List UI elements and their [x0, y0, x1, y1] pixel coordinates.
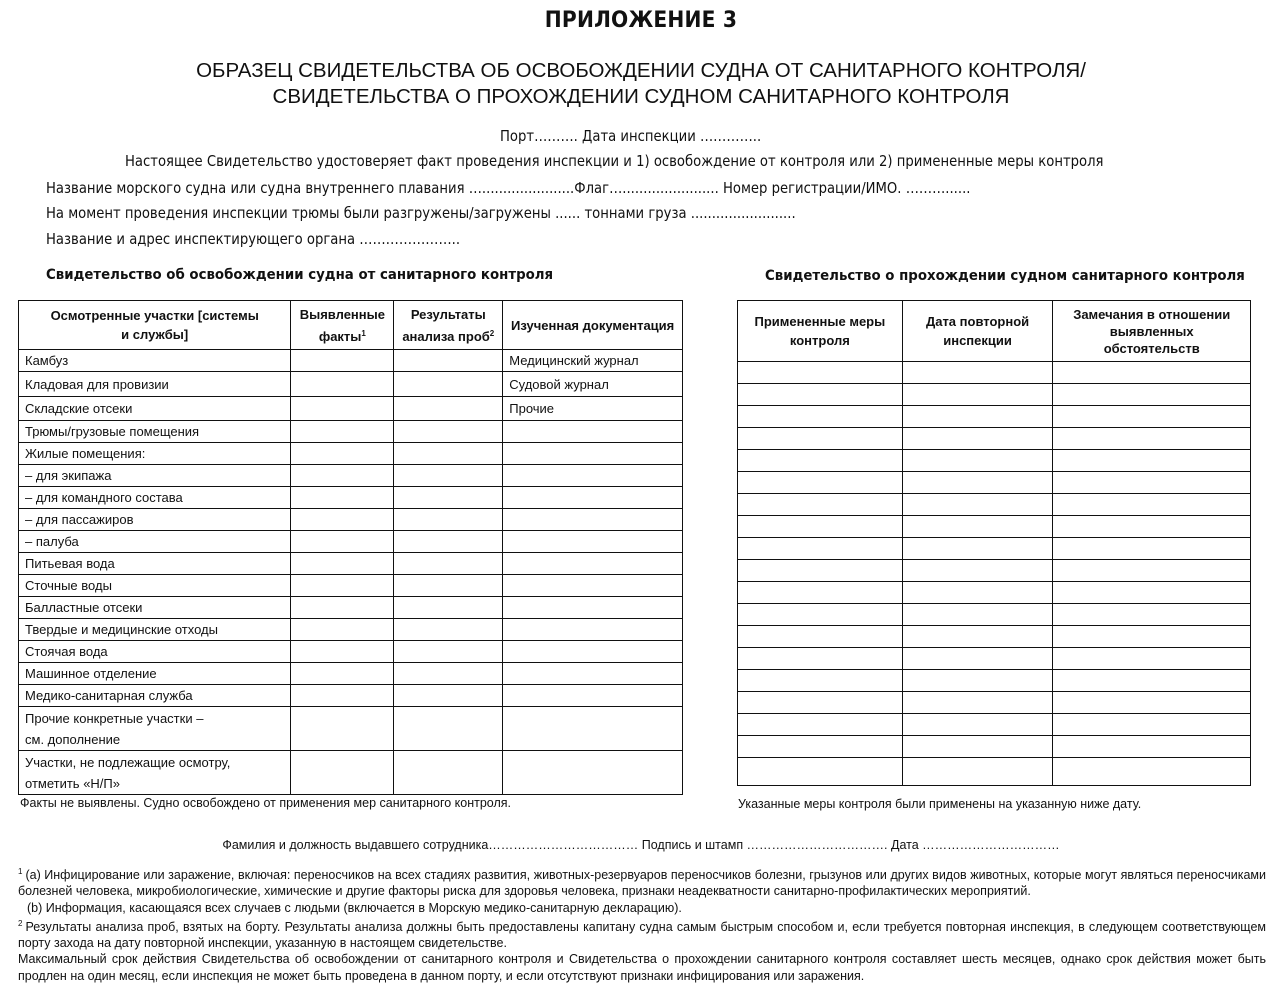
- documentation-cell: [503, 619, 683, 641]
- footnote-ref-2: 2: [489, 328, 495, 338]
- findings-cell[interactable]: [291, 465, 394, 487]
- reinspection-date-cell[interactable]: [902, 736, 1053, 758]
- control-measures-cell[interactable]: [738, 582, 903, 604]
- reinspection-date-cell[interactable]: [902, 406, 1053, 428]
- control-measures-cell[interactable]: [738, 384, 903, 406]
- remarks-cell[interactable]: [1053, 714, 1251, 736]
- inspected-area-cell: Стоячая вода: [19, 641, 291, 663]
- table-row: [738, 428, 1251, 450]
- remarks-cell[interactable]: [1053, 538, 1251, 560]
- inspected-area-cell: Кладовая для провизии: [19, 372, 291, 397]
- remarks-cell[interactable]: [1053, 516, 1251, 538]
- inspected-area-cell: Сточные воды: [19, 575, 291, 597]
- table-row: [19, 531, 683, 553]
- vessel-name-field: Название морского судна или судна внутреннего плавания …......................Флаг…....................... Номер регистрации/ИМО. ………......: [46, 179, 971, 197]
- control-measures-cell[interactable]: [738, 494, 903, 516]
- reinspection-date-cell[interactable]: [902, 714, 1053, 736]
- header-findings: Выявленные факты$^1$: [291, 301, 394, 350]
- findings-cell[interactable]: [291, 751, 394, 795]
- documentation-cell: [503, 597, 683, 619]
- inspected-area-cell: Прочие конкретные участки – см. дополнение: [19, 707, 291, 751]
- documentation-cell: [503, 509, 683, 531]
- table-row: [738, 450, 1251, 472]
- remarks-cell[interactable]: [1053, 494, 1251, 516]
- header-reinspection-date: Дата повторной инспекции: [902, 301, 1053, 362]
- reinspection-date-cell[interactable]: [902, 604, 1053, 626]
- findings-cell[interactable]: [291, 372, 394, 397]
- control-measures-cell[interactable]: [738, 406, 903, 428]
- control-note: Указанные меры контроля были применены на указанную ниже дату.: [738, 797, 1142, 811]
- table-row: [19, 619, 683, 641]
- table-row: [738, 692, 1251, 714]
- table-row: [19, 421, 683, 443]
- remarks-cell[interactable]: [1053, 362, 1251, 384]
- findings-cell[interactable]: [291, 663, 394, 685]
- table-row: [19, 372, 683, 397]
- inspected-area-cell: – для пассажиров: [19, 509, 291, 531]
- subtitle-line-1: ОБРАЗЕЦ СВИДЕТЕЛЬСТВА ОБ ОСВОБОЖДЕНИИ СУДНА ОТ САНИТАРНОГО КОНТРОЛЯ/: [196, 59, 1086, 82]
- exemption-table: [18, 300, 683, 795]
- footnote-ref-1: 1: [361, 328, 366, 338]
- table-row: [738, 714, 1251, 736]
- cargo-field: На момент проведения инспекции трюмы были разгружены/загружены ...... тоннами груза .........................: [46, 204, 796, 222]
- documentation-cell: [503, 465, 683, 487]
- control-measures-cell[interactable]: [738, 714, 903, 736]
- documentation-cell: [503, 421, 683, 443]
- remarks-cell[interactable]: [1053, 428, 1251, 450]
- table-row: [19, 553, 683, 575]
- reinspection-date-cell[interactable]: [902, 516, 1053, 538]
- documentation-cell: [503, 707, 683, 751]
- footnote-1a: $^1$ (a) Инфицирование или заражение, включая: переносчиков на всех стадиях развития, животных-резервуаров переносчиков болезни, грызунов или других видов животных, которые могут являться переносчиками болезней человека, микробиологические, химические и другие факторы риска для здоровья человека, признаки неадекватности санитарно-профилактических мероприятий.: [18, 867, 1266, 899]
- exemption-note: Факты не выявлены. Судно освобождено от применения мер санитарного контроля.: [20, 796, 512, 810]
- port-date-field: Порт………. Дата инспекции …………..: [500, 127, 762, 145]
- sample-results-cell[interactable]: [394, 641, 503, 663]
- header-control-measures: Примененные меры контроля: [738, 301, 903, 362]
- subtitle-line-2: СВИДЕТЕЛЬСТВА О ПРОХОЖДЕНИИ СУДНОМ САНИТАРНОГО КОНТРОЛЯ: [272, 85, 1010, 108]
- reinspection-date-cell[interactable]: [902, 626, 1053, 648]
- table-row: [738, 626, 1251, 648]
- documentation-cell: [503, 553, 683, 575]
- findings-cell[interactable]: [291, 350, 394, 372]
- inspected-area-cell: Питьевая вода: [19, 553, 291, 575]
- documentation-cell: Судовой журнал: [503, 372, 683, 397]
- header-documentation: Изученная документация: [503, 301, 683, 350]
- table-row: [19, 443, 683, 465]
- control-measures-cell[interactable]: [738, 516, 903, 538]
- signature-line: Фамилия и должность выдавшего сотрудника……………………………… Подпись и штамп ……………………………. Дата ……………………………: [222, 838, 1060, 852]
- table-row: [738, 560, 1251, 582]
- table-row: [738, 472, 1251, 494]
- table-row: [738, 494, 1251, 516]
- documentation-cell: [503, 685, 683, 707]
- inspected-area-cell: Трюмы/грузовые помещения: [19, 421, 291, 443]
- table-row: [19, 465, 683, 487]
- control-section-title: Свидетельство о прохождении судном санитарного контроля: [765, 268, 1245, 284]
- control-header-row: [738, 301, 1251, 362]
- remarks-cell[interactable]: [1053, 450, 1251, 472]
- authority-field: Название и адрес инспектирующего органа …………………..: [46, 230, 461, 248]
- header-remarks: Замечания в отношении выявленных обстоятельств: [1053, 301, 1251, 362]
- inspected-area-cell: – палуба: [19, 531, 291, 553]
- reinspection-date-cell[interactable]: [902, 692, 1053, 714]
- exemption-header-row: [19, 301, 683, 350]
- reinspection-date-cell[interactable]: [902, 758, 1053, 786]
- page-title: ПРИЛОЖЕНИЕ 3: [544, 8, 738, 33]
- table-row: [19, 575, 683, 597]
- inspected-area-cell: Балластные отсеки: [19, 597, 291, 619]
- documentation-cell: [503, 487, 683, 509]
- header-inspected-areas: Осмотренные участки [системы и службы]: [19, 301, 291, 350]
- control-measures-cell[interactable]: [738, 648, 903, 670]
- control-measures-cell[interactable]: [738, 560, 903, 582]
- sample-results-cell[interactable]: [394, 707, 503, 751]
- reinspection-date-cell[interactable]: [902, 582, 1053, 604]
- sample-results-cell[interactable]: [394, 350, 503, 372]
- remarks-cell[interactable]: [1053, 648, 1251, 670]
- findings-cell[interactable]: [291, 553, 394, 575]
- control-measures-cell[interactable]: [738, 538, 903, 560]
- exemption-section-title: Свидетельство об освобождении судна от санитарного контроля: [46, 267, 554, 283]
- documentation-cell: [503, 443, 683, 465]
- remarks-cell[interactable]: [1053, 626, 1251, 648]
- sample-results-cell[interactable]: [394, 443, 503, 465]
- findings-cell[interactable]: [291, 421, 394, 443]
- sample-results-cell[interactable]: [394, 619, 503, 641]
- remarks-cell[interactable]: [1053, 692, 1251, 714]
- table-row: [738, 582, 1251, 604]
- remarks-cell[interactable]: [1053, 604, 1251, 626]
- control-measures-cell[interactable]: [738, 604, 903, 626]
- findings-cell[interactable]: [291, 487, 394, 509]
- sample-results-cell[interactable]: [394, 421, 503, 443]
- inspected-area-cell: Твердые и медицинские отходы: [19, 619, 291, 641]
- table-row: [738, 384, 1251, 406]
- documentation-cell: [503, 531, 683, 553]
- reinspection-date-cell[interactable]: [902, 450, 1053, 472]
- sample-results-cell[interactable]: [394, 663, 503, 685]
- table-row: [19, 487, 683, 509]
- table-row: [19, 597, 683, 619]
- reinspection-date-cell[interactable]: [902, 428, 1053, 450]
- table-row: [19, 707, 683, 751]
- inspected-area-cell: Складские отсеки: [19, 397, 291, 421]
- reinspection-date-cell[interactable]: [902, 362, 1053, 384]
- table-row: [738, 516, 1251, 538]
- control-measures-cell[interactable]: [738, 626, 903, 648]
- table-row: [738, 670, 1251, 692]
- reinspection-date-cell[interactable]: [902, 670, 1053, 692]
- table-row: [19, 751, 683, 795]
- control-measures-cell[interactable]: [738, 428, 903, 450]
- sample-results-cell[interactable]: [394, 685, 503, 707]
- control-measures-cell[interactable]: [738, 450, 903, 472]
- documentation-cell: Медицинский журнал: [503, 350, 683, 372]
- control-measures-cell[interactable]: [738, 670, 903, 692]
- table-row: [19, 685, 683, 707]
- reinspection-date-cell[interactable]: [902, 538, 1053, 560]
- footnote-1b: (b) Информация, касающаяся всех случаев с людьми (включается в Морскую медико-санитарную декларацию).: [27, 900, 682, 915]
- findings-cell[interactable]: [291, 619, 394, 641]
- table-row: [19, 350, 683, 372]
- sample-results-cell[interactable]: [394, 575, 503, 597]
- control-measures-cell[interactable]: [738, 362, 903, 384]
- findings-cell[interactable]: [291, 397, 394, 421]
- sample-results-cell[interactable]: [394, 553, 503, 575]
- reinspection-date-cell[interactable]: [902, 560, 1053, 582]
- document-subtitle: [0, 58, 1282, 110]
- remarks-cell[interactable]: [1053, 582, 1251, 604]
- documentation-cell: [503, 751, 683, 795]
- reinspection-date-cell[interactable]: [902, 384, 1053, 406]
- findings-cell[interactable]: [291, 641, 394, 663]
- validity-note: Максимальный срок действия Свидетельства об освобождении от санитарного контроля и Свидетельства о прохождении санитарного контроля составляет шесть месяцев, однако срок действия может быть продлен на один месяц, если инспекция не может быть проведена в данном порту, и если отсутствуют признаки инфицирования или заражения.: [18, 952, 1266, 983]
- remarks-cell[interactable]: [1053, 560, 1251, 582]
- remarks-cell[interactable]: [1053, 758, 1251, 786]
- documentation-cell: Прочие: [503, 397, 683, 421]
- findings-cell[interactable]: [291, 531, 394, 553]
- inspected-area-cell: Участки, не подлежащие осмотру, отметить «Н/П»: [19, 751, 291, 795]
- sample-results-cell[interactable]: [394, 597, 503, 619]
- findings-cell[interactable]: [291, 597, 394, 619]
- findings-cell[interactable]: [291, 575, 394, 597]
- inspected-area-cell: Медико-санитарная служба: [19, 685, 291, 707]
- table-row: [19, 509, 683, 531]
- remarks-cell[interactable]: [1053, 384, 1251, 406]
- table-row: [19, 641, 683, 663]
- sample-results-cell[interactable]: [394, 465, 503, 487]
- reinspection-date-cell[interactable]: [902, 472, 1053, 494]
- sample-results-cell[interactable]: [394, 372, 503, 397]
- sample-results-cell[interactable]: [394, 487, 503, 509]
- table-row: [19, 397, 683, 421]
- findings-cell[interactable]: [291, 707, 394, 751]
- control-measures-cell[interactable]: [738, 472, 903, 494]
- documentation-cell: [503, 575, 683, 597]
- table-row: [738, 538, 1251, 560]
- inspected-area-cell: Камбуз: [19, 350, 291, 372]
- footnote-2: $^2$ Результаты анализа проб, взятых на борту. Результаты анализа должны быть предоставлены капитану судна самым быстрым способом и, если требуется повторная инспекция, в следующем соответствующем порту захода на дату повторной инспекции, указанную в настоящем свидетельстве.: [18, 918, 1266, 951]
- inspected-area-cell: Жилые помещения:: [19, 443, 291, 465]
- table-row: [738, 362, 1251, 384]
- table-row: [19, 663, 683, 685]
- sample-results-cell[interactable]: [394, 509, 503, 531]
- inspected-area-cell: Машинное отделение: [19, 663, 291, 685]
- table-row: [738, 406, 1251, 428]
- reinspection-date-cell[interactable]: [902, 494, 1053, 516]
- inspected-area-cell: – для экипажа: [19, 465, 291, 487]
- remarks-cell[interactable]: [1053, 406, 1251, 428]
- findings-cell[interactable]: [291, 509, 394, 531]
- documentation-cell: [503, 641, 683, 663]
- reinspection-date-cell[interactable]: [902, 648, 1053, 670]
- footnotes: [18, 864, 1266, 984]
- control-measures-cell[interactable]: [738, 692, 903, 714]
- remarks-cell[interactable]: [1053, 736, 1251, 758]
- control-measures-cell[interactable]: [738, 736, 903, 758]
- sample-results-cell[interactable]: [394, 531, 503, 553]
- table-row: [738, 758, 1251, 786]
- control-measures-cell[interactable]: [738, 758, 903, 786]
- control-table: [737, 300, 1251, 786]
- sample-results-cell[interactable]: [394, 397, 503, 421]
- sample-results-cell[interactable]: [394, 751, 503, 795]
- remarks-cell[interactable]: [1053, 670, 1251, 692]
- documentation-cell: [503, 663, 683, 685]
- findings-cell[interactable]: [291, 685, 394, 707]
- table-row: [738, 736, 1251, 758]
- table-row: [738, 648, 1251, 670]
- certificate-statement: Настоящее Свидетельство удостоверяет факт проведения инспекции и 1) освобождение от контроля или 2) примененные меры контроля: [125, 152, 1104, 170]
- inspected-area-cell: – для командного состава: [19, 487, 291, 509]
- header-sample-results: Результаты анализа проб$^2$: [394, 301, 503, 350]
- remarks-cell[interactable]: [1053, 472, 1251, 494]
- findings-cell[interactable]: [291, 443, 394, 465]
- table-row: [738, 604, 1251, 626]
